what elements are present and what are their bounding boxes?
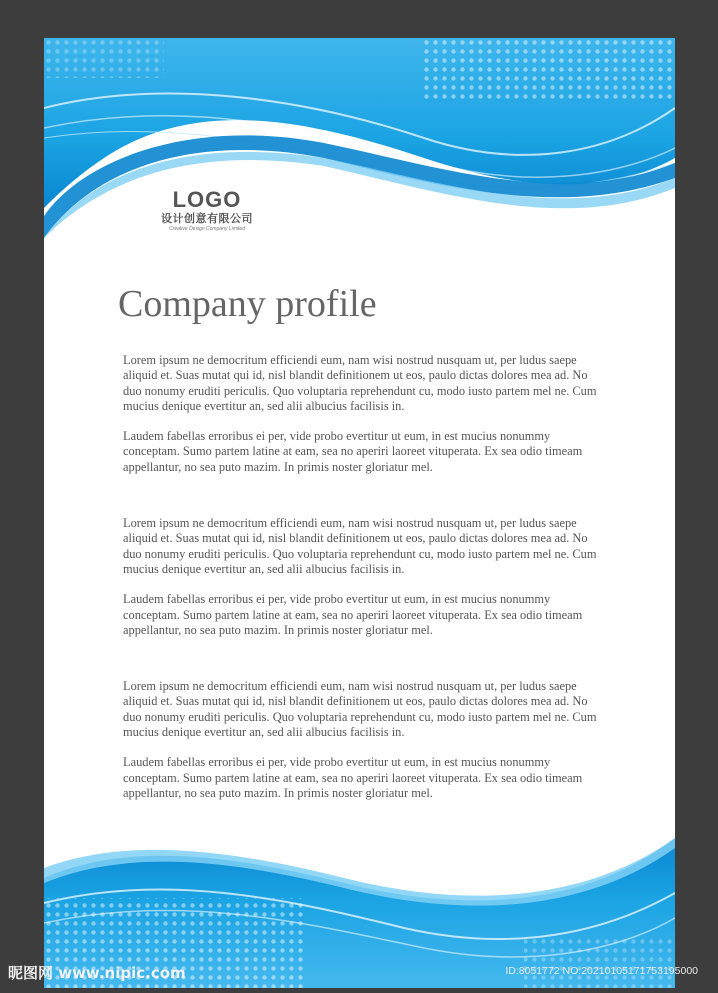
paragraph: Lorem ipsum ne democritum efficiendi eum, nam wisi nostrud nusquam ut, per ludus saepe aliquid et. Suas mutat qui id, nisl blandit definitionem ut eos, paulo dictas dolores mea ad. No duo nonumy eruditi periculis. Quo voluptaria reprehendunt cu, modo iusto partem mel ne. Cum mucius denique evertitur an, sed alii albucius facilisis in. [123, 679, 597, 740]
paragraph: Lorem ipsum ne democritum efficiendi eum, nam wisi nostrud nusquam ut, per ludus saepe aliquid et. Suas mutat qui id, nisl blandit definitionem ut eos, paulo dictas dolores mea ad. No duo nonumy eruditi periculis. Quo voluptaria reprehendunt cu, modo iusto partem mel ne. Cum mucius denique evertitur an, sed alii albucius facilisis in. [123, 353, 597, 413]
page-heading: Company profile [118, 283, 377, 325]
paragraph: Laudem fabellas erroribus ei per, vide probo evertitur ut eum, in est mucius nonummy conceptam. Sumo partem latine at eam, sea no aperiri laoreet vituperata. Ex sea odio timeam appellantur, no sea puto mazim. In primis noster gloriatur mel. [123, 592, 583, 637]
letterhead-page [44, 38, 675, 988]
logo-english-name: Creative Design Company Limited [169, 226, 245, 232]
body-text [123, 353, 603, 801]
watermark-site: 昵图网 www.nipic.com [8, 964, 186, 982]
paragraph: Laudem fabellas erroribus ei per, vide probo evertitur ut eum, in est mucius nonummy conceptam. Sumo partem latine at eam, sea no aperiri laoreet vituperata. Ex sea odio timeam appellantur, no sea puto mazim. In primis noster gloriatur mel. [123, 429, 583, 474]
paragraph: Laudem fabellas erroribus ei per, vide probo evertitur ut eum, in est mucius nonummy conceptam. Sumo partem latine at eam, sea no aperiri laoreet vituperata. Ex sea odio timeam appellantur, no sea puto mazim. In primis noster gloriatur mel. [123, 755, 583, 800]
logo-title: LOGO [172, 187, 242, 212]
company-logo [142, 188, 272, 233]
top-wave-decoration [44, 38, 675, 238]
watermark-id: ID:8051772 NO:20210105171753195000 [505, 965, 698, 977]
logo-chinese-name: 设计创意有限公司 [161, 212, 253, 225]
paragraph: Lorem ipsum ne democritum efficiendi eum, nam wisi nostrud nusquam ut, per ludus saepe aliquid et. Suas mutat qui id, nisl blandit definitionem ut eos, paulo dictas dolores mea ad. No duo nonumy eruditi periculis. Quo voluptaria reprehendunt cu, modo iusto partem mel ne. Cum mucius denique evertitur an, sed alii albucius facilisis in. [123, 516, 597, 576]
